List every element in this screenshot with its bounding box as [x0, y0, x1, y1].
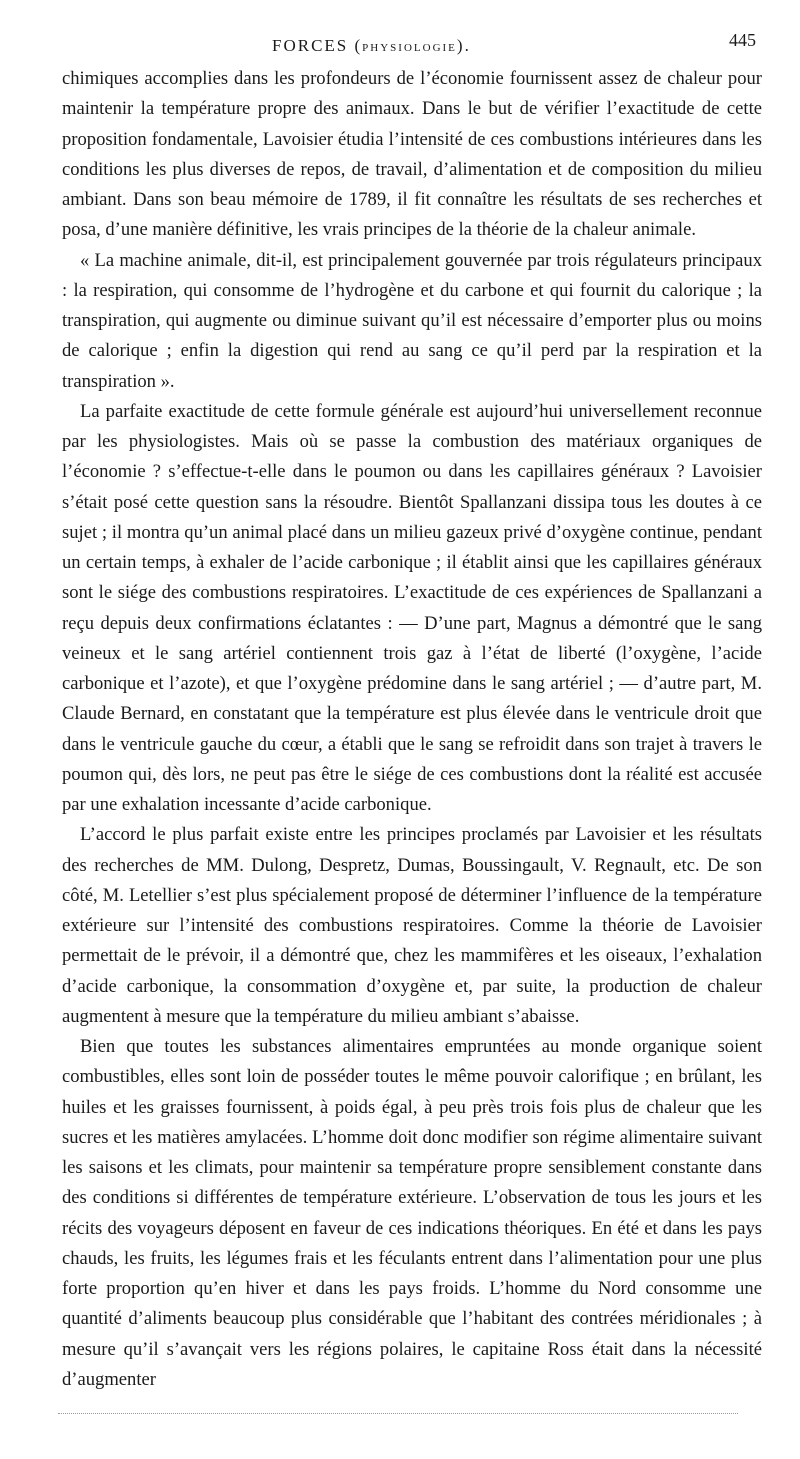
book-page [62, 30, 762, 1395]
paragraph-1: chimiques accomplies dans les profondeurs de l’économie fournissent assez de chaleur pour maintenir la température propre des animaux. Dans le but de vérifier l’exactitude de cette proposition fondamentale, Lavoisier étudia l’intensité de ces combustions intérieures dans les conditions les plus diverses de repos, de travail, d’alimentation et de composition du milieu ambiant. Dans son beau mémoire de 1789, il fit connaître les résultats de ses recherches et posa, d’une manière définitive, les vrais principes de la théorie de la chaleur animale. [62, 68, 762, 241]
paragraph-3: La parfaite exactitude de cette formule générale est aujourd’hui universellement reconnue par les physiologistes. Mais où se passe la combustion des matériaux organiques de l’économie ? s’effectue-t-elle dans le poumon ou dans les capillaires généraux ? Lavoisier s’était posé cette question sans la résoudre. Bientôt Spallanzani dissipa tous les doutes à ce sujet ; il montra qu’un animal placé dans un milieu gazeux privé d’oxygène continue, pendant un certain temps, à exhaler de l’acide carbonique ; il établit ainsi que les capillaires généraux sont le siége des combustions respiratoires. L’exactitude de ces expériences de Spallanzani a reçu depuis deux confirmations éclatantes : — D’une part, Magnus a démontré que le sang veineux et le sang artériel contiennent trois gaz à l’état de liberté (l’oxygène, l’acide carbonique et l’azote), et que l’oxygène prédomine dans le sang artériel ; — d’autre part, M. Claude Bernard, en constatant que la température est plus élevée dans le ventricule droit que dans le ventricule gauche du cœur, a établi que le sang se refroidit dans son trajet à travers le poumon qui, dès lors, ne peut pas être le siége de ces combustions dont la réalité est accusée par une exhalation incessante d’acide carbonique. [62, 400, 762, 815]
page-number: 445 [729, 30, 756, 50]
page-body [62, 64, 762, 1395]
paragraph-5: Bien que toutes les substances alimentaires empruntées au monde organique soient combustibles, elles sont loin de posséder toutes le même pouvoir calorifique ; en brûlant, les huiles et les graisses fournissent, à poids égal, à peu près trois fois plus de chaleur que les sucres et les matières amylacées. L’homme doit donc modifier son régime alimentaire suivant les saisons et les climats, pour maintenir sa température propre sensiblement constante dans des conditions si différentes de température extérieure. L’observation de tous les jours et les récits des voyageurs déposent en faveur de ces indications théoriques. En été et dans les pays chauds, les fruits, les légumes frais et les féculants entrent dans l’alimentation pour une plus forte proportion qu’en hiver et dans les pays froids. L’homme du Nord consomme une quantité d’aliments beaucoup plus considérable que l’habitant des contrées méridionales ; à mesure qu’il s’avançait vers les régions polaires, le capitaine Ross était dans la nécessité d’augmenter [62, 1036, 762, 1390]
footer-dotted-rule [58, 1413, 738, 1414]
running-title: FORCES (PHYSIOLOGIE). [272, 36, 471, 55]
paragraph-2: « La machine animale, dit-il, est principalement gouvernée par trois régulateurs principaux : la respiration, qui consomme de l’hydrogène et du carbone et qui fournit du calorique ; la transpiration, qui augmente ou diminue suivant qu’il est nécessaire d’emporter plus ou moins de calorique ; enfin la digestion qui rend au sang ce qu’il perd par la respiration et la transpiration ». [62, 249, 762, 392]
running-title-subject: PHYSIOLOGIE [362, 42, 457, 54]
paragraph-4: L’accord le plus parfait existe entre les principes proclamés par Lavoisier et les résultats des recherches de MM. Dulong, Despretz, Dumas, Boussingault, V. Regnault, etc. De son côté, M. Letellier s’est plus spécialement proposé de déterminer l’influence de la température extérieure sur l’intensité des combustions respiratoires. Comme la théorie de Lavoisier permettait de le prévoir, il a démontré que, chez les mammifères et les oiseaux, l’exhalation d’acide carbonique, la consommation d’oxygène et, par suite, la production de chaleur augmentent à mesure que la température du milieu ambiant s’abaisse. [62, 824, 762, 1027]
running-header [62, 30, 762, 64]
